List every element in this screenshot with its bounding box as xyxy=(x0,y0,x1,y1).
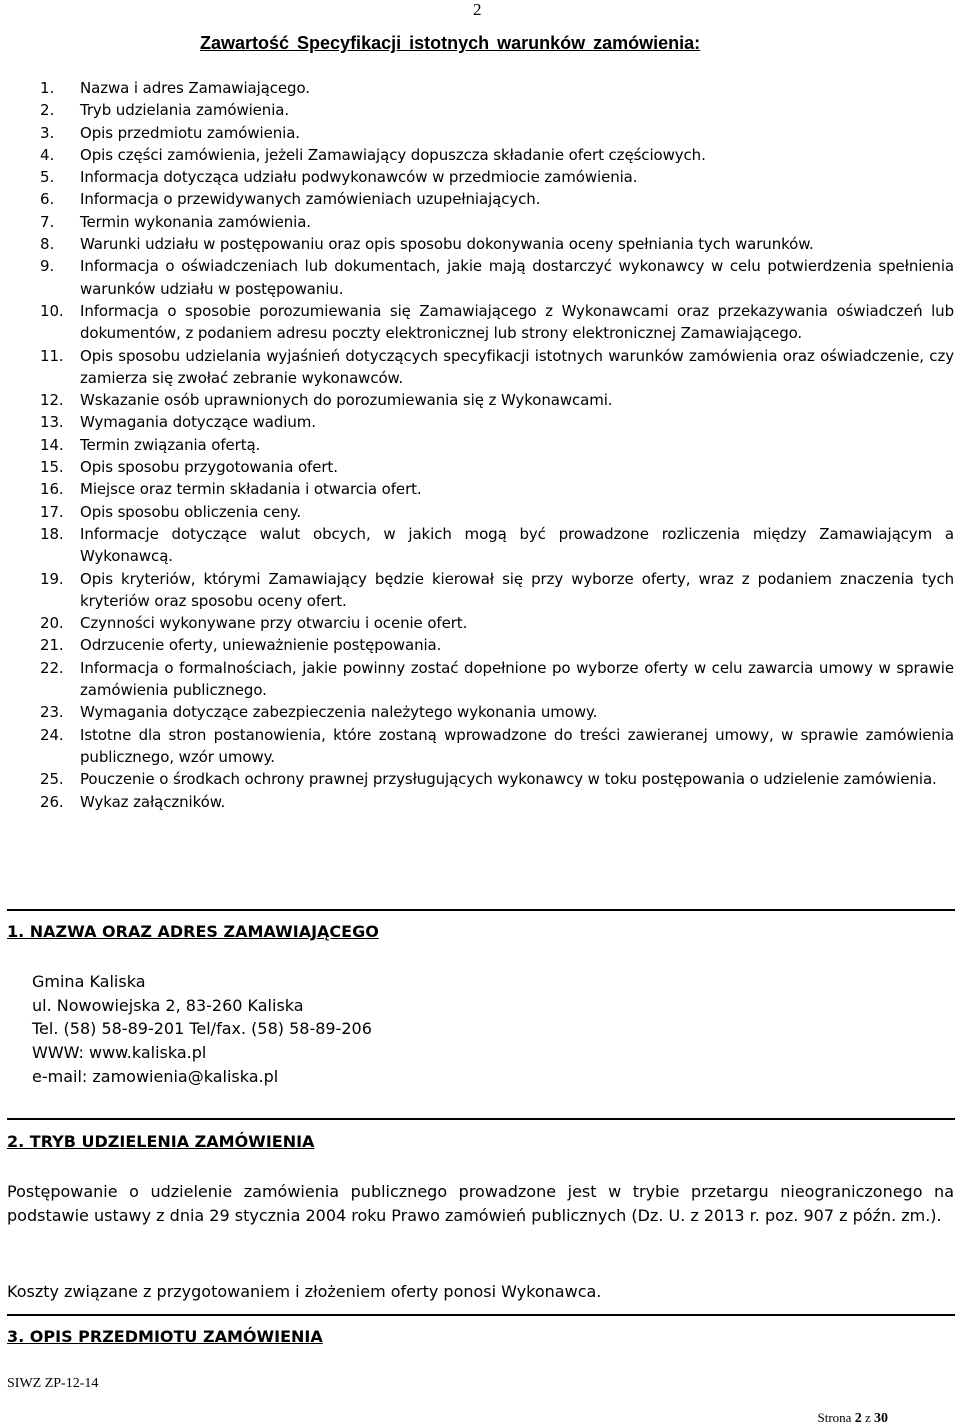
toc-item-number: 9. xyxy=(40,257,55,276)
toc-item-text: Informacja o formalnościach, jakie powinny zostać dopełnione po wyborze oferty w celu zawarcia umowy w sprawie zamówienia publicznego. xyxy=(80,658,954,700)
toc-item-text: Opis sposobu przygotowania ofert. xyxy=(80,458,338,477)
toc-item-number: 18. xyxy=(40,524,64,543)
toc-item-text: Opis sposobu obliczenia ceny. xyxy=(80,502,301,521)
page-total: 30 xyxy=(874,1411,888,1426)
toc-item xyxy=(40,791,954,813)
contracting-authority-address xyxy=(32,970,372,1089)
toc-item-number: 16. xyxy=(40,480,64,499)
toc-item-number: 11. xyxy=(40,346,64,365)
toc-item-text: Wykaz załączników. xyxy=(80,792,226,811)
document-code: SIWZ ZP-12-14 xyxy=(7,1376,99,1391)
toc-item xyxy=(40,300,954,345)
toc-item-number: 26. xyxy=(40,792,64,811)
toc-item xyxy=(40,612,954,634)
toc-item xyxy=(40,434,954,456)
toc-item xyxy=(40,478,954,500)
toc-item-text: Opis części zamówienia, jeżeli Zamawiający dopuszcza składanie ofert częściowych. xyxy=(80,145,706,164)
toc-item-text: Tryb udzielania zamówienia. xyxy=(80,101,290,120)
page-number: 2 xyxy=(473,0,482,19)
toc-item-text: Czynności wykonywane przy otwarciu i ocenie ofert. xyxy=(80,614,468,633)
toc-item-text: Odrzucenie oferty, unieważnienie postępowania. xyxy=(80,636,442,655)
toc-item xyxy=(40,523,954,568)
toc-item-text: Opis sposobu udzielania wyjaśnień dotyczących specyfikacji istotnych warunków zamówienia oraz oświadczenie, czy zamierza się zwołać zebranie wykonawców. xyxy=(80,346,954,387)
toc-title: Zawartość Specyfikacji istotnych warunków zamówienia: xyxy=(200,33,701,53)
toc-item-number: 8. xyxy=(40,235,55,254)
toc-item-number: 2. xyxy=(40,101,55,120)
toc-item-number: 3. xyxy=(40,123,55,142)
costs-paragraph: Koszty związane z przygotowaniem i złożeniem oferty ponosi Wykonawca. xyxy=(7,1282,602,1301)
page-separator: z xyxy=(864,1410,871,1425)
toc-item-number: 7. xyxy=(40,212,55,231)
section-divider xyxy=(7,1314,955,1316)
address-line-name: Gmina Kaliska xyxy=(32,972,146,991)
toc-item xyxy=(40,255,954,300)
section-heading-3: 3. OPIS PRZEDMIOTU ZAMÓWIENIA xyxy=(7,1327,323,1346)
toc-item-text: Opis przedmiotu zamówienia. xyxy=(80,123,300,142)
toc-item-number: 10. xyxy=(40,301,64,320)
toc-item xyxy=(40,389,954,411)
toc-item-number: 6. xyxy=(40,190,55,209)
toc-item xyxy=(40,768,954,790)
toc-item-number: 15. xyxy=(40,458,64,477)
toc-item xyxy=(40,456,954,478)
toc-item-text: Informacja o oświadczeniach lub dokumentach, jakie mają dostarczyć wykonawcy w celu potwierdzenia spełnienia warunków udziału w postępowaniu. xyxy=(80,257,954,298)
toc-item xyxy=(40,122,954,144)
toc-item-number: 19. xyxy=(40,569,64,588)
toc-item xyxy=(40,144,954,166)
toc-item xyxy=(40,501,954,523)
toc-item-text: Opis kryteriów, którymi Zamawiający będzie kierował się przy wyborze oferty, wraz z podaniem znaczenia tych kryteriów oraz sposobu oceny ofert. xyxy=(80,569,954,610)
toc-item-number: 4. xyxy=(40,145,55,164)
toc-item-text: Pouczenie o środkach ochrony prawnej przysługujących wykonawcy w toku postępowania o udzielenie zamówienia. xyxy=(80,770,937,789)
address-line-email: e-mail: zamowienia@kaliska.pl xyxy=(32,1066,279,1086)
toc-item-number: 23. xyxy=(40,703,64,722)
toc-item-number: 25. xyxy=(40,770,64,789)
toc-item-number: 20. xyxy=(40,614,64,633)
toc-item-number: 17. xyxy=(40,502,64,521)
toc-item-number: 24. xyxy=(40,725,64,744)
address-line-street: ul. Nowowiejska 2, 83-260 Kaliska xyxy=(32,995,304,1015)
toc-item xyxy=(40,568,954,613)
toc-item-text: Informacja o sposobie porozumiewania się Zamawiającego z Wykonawcami oraz przekazywania oświadczeń lub dokumentów, z podaniem adresu poczty elektronicznej lub strony elektronicznej Zamawiającego. xyxy=(80,301,954,343)
toc-item-text: Informacje dotyczące walut obcych, w jakich mogą być prowadzone rozliczenia między Zamawiającym a Wykonawcą. xyxy=(80,524,954,566)
toc-item xyxy=(40,211,954,233)
toc-item-text: Informacja o przewidywanych zamówieniach uzupełniających. xyxy=(80,190,541,209)
address-line-phone: Tel. (58) 58-89-201 Tel/fax. (58) 58-89-206 xyxy=(32,1019,372,1039)
toc-item xyxy=(40,724,954,769)
toc-item-text: Wymagania dotyczące zabezpieczenia należytego wykonania umowy. xyxy=(80,703,598,722)
page-label: Strona xyxy=(817,1410,852,1425)
toc-item-number: 22. xyxy=(40,658,64,677)
address-line-www: WWW: www.kaliska.pl xyxy=(32,1043,207,1063)
page-footer xyxy=(818,1410,888,1427)
toc-item xyxy=(40,188,954,210)
toc-item-number: 13. xyxy=(40,413,64,432)
toc-item xyxy=(40,99,954,121)
page-current: 2 xyxy=(854,1411,862,1426)
toc-item-text: Istotne dla stron postanowienia, które zostaną wprowadzone do treści zawieranej umowy, w sprawie zamówienia publicznego, wzór umowy. xyxy=(80,725,954,766)
toc-item-number: 5. xyxy=(40,168,55,187)
toc-item-text: Informacja dotycząca udziału podwykonawców w przedmiocie zamówienia. xyxy=(80,168,638,187)
toc-item xyxy=(40,345,954,390)
section-divider xyxy=(7,1118,955,1120)
section-heading-1: 1. NAZWA ORAZ ADRES ZAMAWIAJĄCEGO xyxy=(7,922,379,941)
toc-item-number: 21. xyxy=(40,636,64,655)
section-heading-2: 2. TRYB UDZIELENIA ZAMÓWIENIA xyxy=(7,1132,315,1151)
toc-item-text: Miejsce oraz termin składania i otwarcia ofert. xyxy=(80,480,422,499)
section-divider xyxy=(7,909,955,911)
toc-item-number: 14. xyxy=(40,435,64,454)
toc-item xyxy=(40,411,954,433)
toc-item xyxy=(40,166,954,188)
procedure-paragraph: Postępowanie o udzielenie zamówienia publicznego prowadzone jest w trybie przetargu nieograniczonego na podstawie ustawy z dnia 29 stycznia 2004 roku Prawo zamówień publicznych (Dz. U. z 2013 r. poz. 907 z późn. zm.). xyxy=(7,1182,954,1225)
toc-item xyxy=(40,233,954,255)
toc-item-number: 1. xyxy=(40,79,55,97)
toc-item-text: Wskazanie osób uprawnionych do porozumiewania się z Wykonawcami. xyxy=(80,391,613,410)
toc-item xyxy=(40,657,954,702)
toc-item-text: Nazwa i adres Zamawiającego. xyxy=(80,79,310,97)
toc-item-text: Termin wykonania zamówienia. xyxy=(80,212,311,231)
toc-item xyxy=(40,77,954,99)
toc-item-text: Warunki udziału w postępowaniu oraz opis sposobu dokonywania oceny spełniania tych warunków. xyxy=(80,235,814,254)
toc-item xyxy=(40,634,954,656)
toc-item-text: Termin związania ofertą. xyxy=(80,435,261,454)
toc-item-number: 12. xyxy=(40,391,64,410)
toc-item-text: Wymagania dotyczące wadium. xyxy=(80,413,316,432)
table-of-contents xyxy=(40,77,954,813)
toc-item xyxy=(40,701,954,723)
